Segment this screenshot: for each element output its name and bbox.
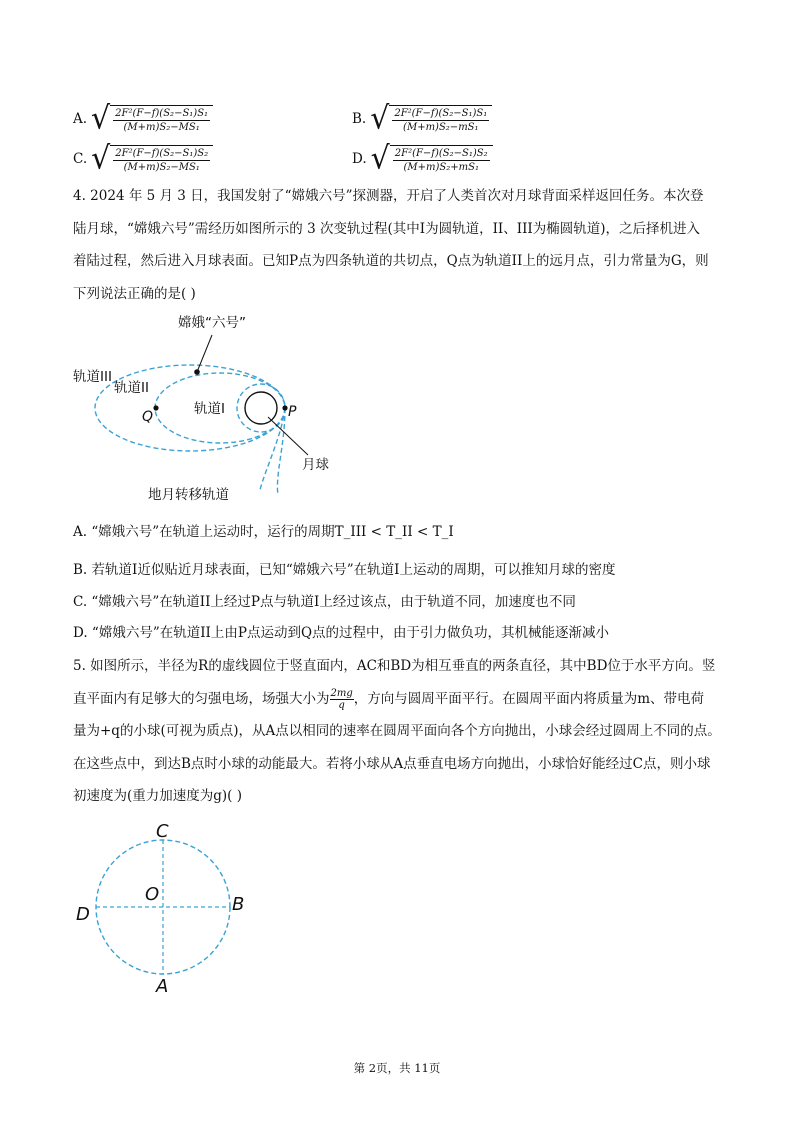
orbit-2-label: 轨道II: [114, 380, 149, 396]
point-o-label: O: [145, 884, 160, 905]
point-b-label: B: [232, 894, 245, 915]
point-p-label: P: [288, 404, 297, 420]
point-a-label: A: [156, 976, 169, 997]
q3-option-b[interactable]: [352, 100, 492, 137]
moon-label: 月球: [302, 457, 329, 473]
q5-stem-line: 5. 如图所示，半径为R的虚线圆位于竖直面内，AC和BD为相互垂直的两条直径，其中BD位于水平方向。竖: [73, 658, 716, 674]
circle-diagram: [70, 818, 270, 998]
q5-stem-line: 直平面内有足够大的匀强电场，场强大小为 $\frac{2mg}{q}$ ，方向与圆周平面平行。在圆周平面内将质量为m、带电荷: [73, 687, 705, 711]
transfer-orbit-path: [277, 408, 285, 495]
q5-stem-line: 量为+q的小球(可视为质点)，从A点以相同的速率在圆周平面向各个方向抛出，小球会经过圆周上不同的点。: [73, 723, 721, 739]
q3-option-a[interactable]: [73, 100, 213, 137]
page-number-footer: 第 2页，共 11页: [353, 1061, 441, 1075]
q4-stem: [73, 180, 723, 310]
fraction-denominator: (M+m)S₂−MS₁: [123, 121, 200, 133]
q4-option-a[interactable]: A. “嫦娥六号”在轨道上运动时，运行的周期T_III < T_II < T_I: [73, 524, 454, 540]
point-p-dot: [282, 405, 287, 410]
q4-option-b[interactable]: B. 若轨道I近似贴近月球表面，已知“嫦娥六号”在轨道I上运动的周期，可以推知月球的密度: [73, 562, 616, 578]
q3-option-d-label: D.: [352, 151, 367, 167]
q4-stem-line: 陆月球，“嫦娥六号”需经历如图所示的 3 次变轨过程(其中I为圆轨道，II、III为椭圆轨道)，之后择机进入: [73, 220, 701, 237]
q3-option-b-label: B.: [352, 111, 367, 127]
point-d-label: D: [76, 904, 90, 925]
q4-stem-line: 下列说法正确的是( ): [73, 285, 196, 302]
sqrt-expression: [370, 140, 493, 177]
fraction-denominator: (M+m)S₂−mS₁: [403, 121, 479, 133]
q3-option-c[interactable]: [73, 140, 213, 177]
sqrt-expression: [91, 100, 213, 137]
orbit-3-label: 轨道III: [73, 369, 112, 385]
point-c-label: C: [156, 821, 169, 842]
sqrt-expression: [91, 140, 213, 177]
radical-sign-icon: √: [91, 140, 111, 177]
fraction-denominator: (M+m)S₂+mS₁: [403, 161, 479, 173]
probe-label: 嫦娥“六号”: [178, 315, 246, 331]
q4-option-d[interactable]: D. “嫦娥六号”在轨道II上由P点运动到Q点的过程中，由于引力做负功，其机械能逐渐减小: [73, 625, 610, 641]
fraction-numerator: 2mg: [330, 687, 353, 699]
moon-icon: [245, 392, 277, 424]
fraction-denominator: q: [338, 699, 345, 711]
q5-stem: [73, 650, 723, 813]
fraction-denominator: (M+m)S₂−MS₁: [123, 161, 200, 173]
q4-option-c[interactable]: C. “嫦娥六号”在轨道II上经过P点与轨道I上经过该点，由于轨道不同，加速度也不同: [73, 594, 576, 610]
sqrt-expression: [370, 100, 492, 137]
q4-stem-line: 着陆过程，然后进入月球表面。已知P点为四条轨道的共切点，Q点为轨道II上的远月点，引力常量为G，则: [73, 253, 709, 269]
transfer-orbit-label: 地月转移轨道: [148, 487, 229, 503]
fraction-numerator: 2F²(F−f)(S₂−S₁)S₂: [394, 147, 488, 159]
fraction-numerator: 2F²(F−f)(S₂−S₁)S₂: [115, 147, 209, 159]
q5-stem-line: 初速度为(重力加速度为g)( ): [73, 788, 243, 804]
point-q-dot: [153, 405, 158, 410]
q3-option-c-label: C.: [73, 151, 88, 167]
orbit-1-label: 轨道I: [194, 401, 225, 417]
orbit-diagram: [60, 305, 360, 510]
radical-sign-icon: √: [370, 140, 390, 177]
point-q-label: Q: [142, 409, 154, 425]
radical-sign-icon: √: [91, 100, 111, 137]
q5-stem-line: 在这些点中，到达B点时小球的动能最大。若将小球从A点垂直电场方向抛出，小球恰好能经过C点，则小球: [73, 755, 711, 772]
radical-sign-icon: √: [370, 100, 390, 137]
fraction-numerator: 2F²(F−f)(S₂−S₁)S₁: [394, 107, 488, 119]
fraction-numerator: 2F²(F−f)(S₂−S₁)S₁: [115, 107, 209, 119]
q3-option-d[interactable]: [352, 140, 493, 177]
field-strength-fraction: [330, 688, 354, 711]
q4-stem-line: 4. 2024 年 5 月 3 日，我国发射了“嫦娥六号”探测器，开启了人类首次对月球背面采样返回任务。本次登: [73, 188, 704, 204]
q3-option-a-label: A.: [73, 111, 88, 127]
